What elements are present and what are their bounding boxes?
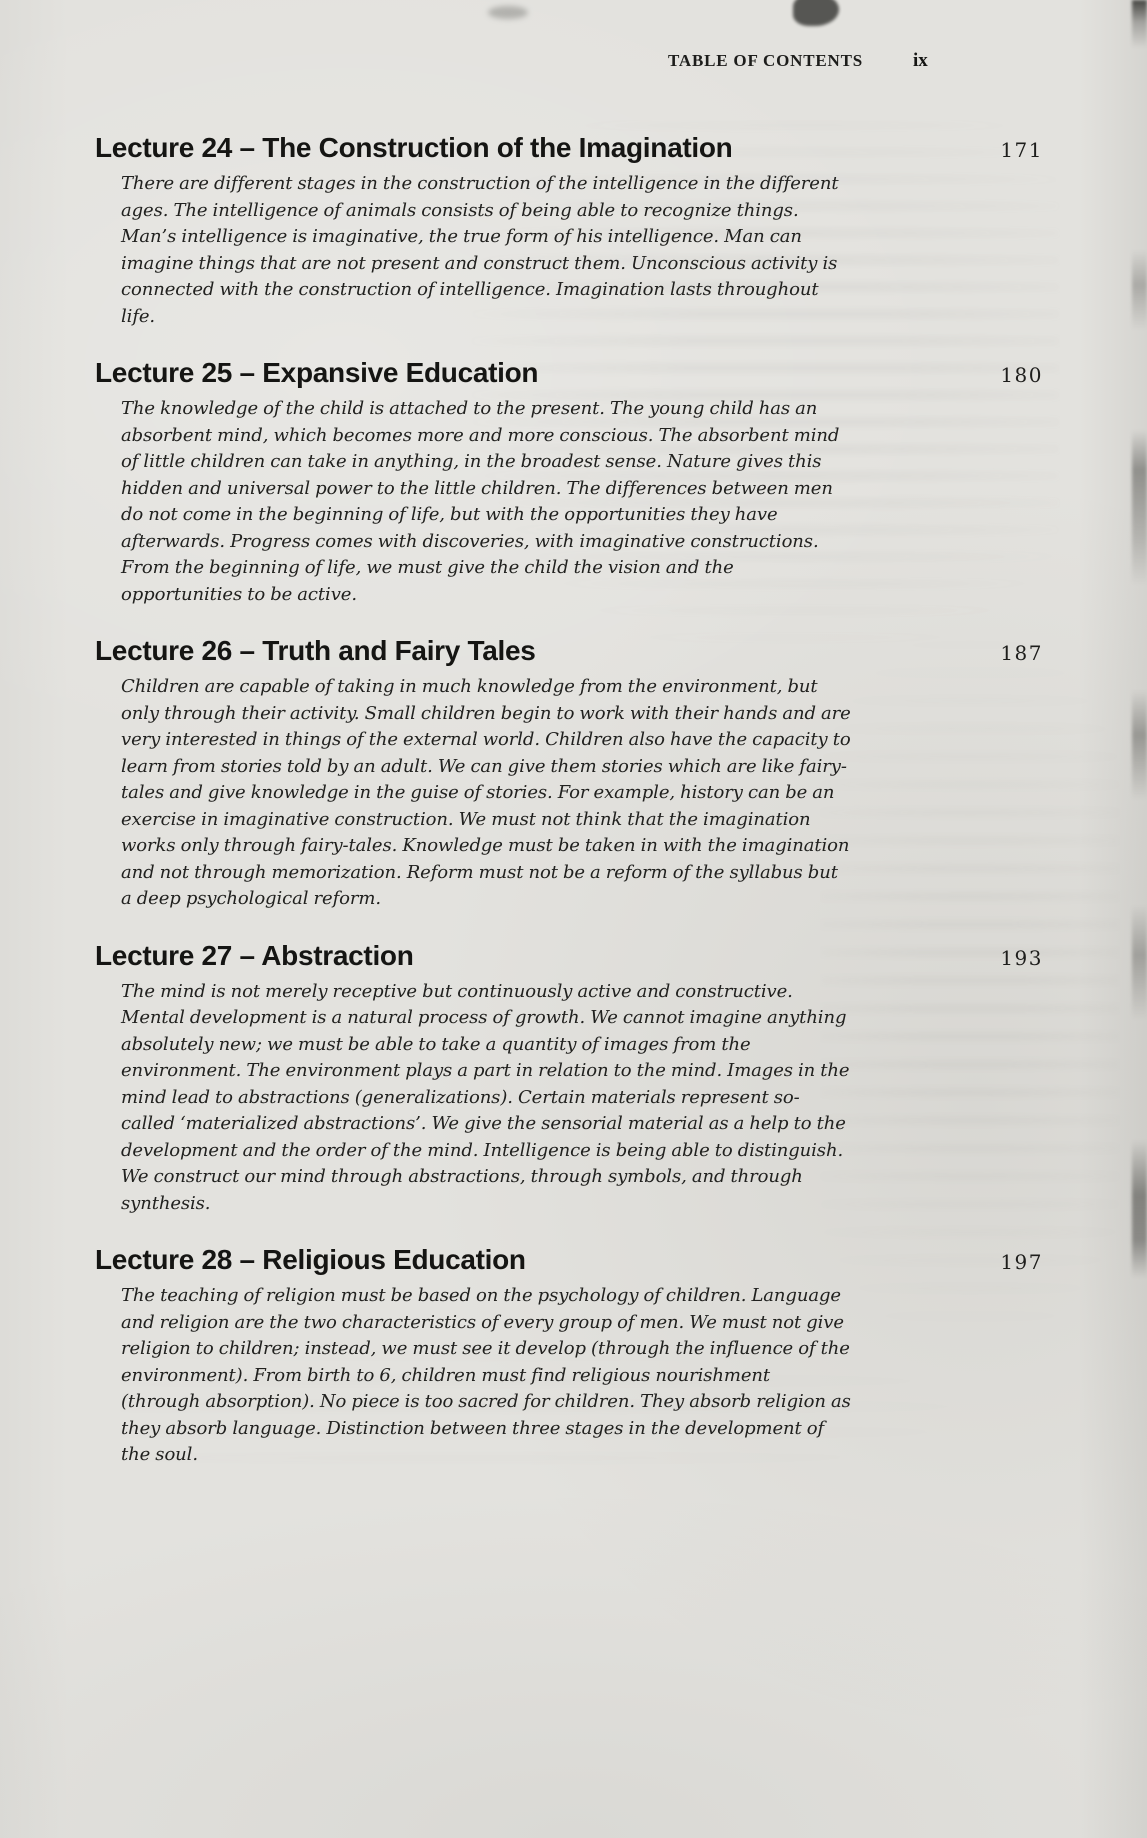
lecture-heading: Lecture 24 – The Construction of the Imagination xyxy=(95,132,733,163)
lecture-page-number: 193 xyxy=(1000,945,1043,970)
scan-edge-shadow xyxy=(1132,0,1147,1838)
lecture-heading: Lecture 27 – Abstraction xyxy=(95,939,414,971)
toc-entry-header xyxy=(95,1244,1043,1276)
toc-entry xyxy=(95,940,1043,1218)
lecture-page-number: 187 xyxy=(1000,641,1043,665)
lecture-page-number: 171 xyxy=(1000,138,1043,162)
lecture-summary: The mind is not merely receptive but continuously active and constructive. Mental development is a natural process of growth. We cannot imagine anything absolutely new; we must be able to take a quantity of images from the environment. The environment plays a part in relation to the mind. Images in the mind lead to abstractions (generalizations). Certain materials represent so-called ‘materialized abstractions’. We give the sensorial material as a help to the development and the order of the mind. Intelligence is being able to distinguish. We construct our mind through abstractions, through symbols, and through synthesis. xyxy=(121,980,850,1214)
toc-entry xyxy=(95,1244,1043,1469)
lecture-summary: The knowledge of the child is attached to the present. The young child has an absorbent mind, which becomes more and more conscious. The absorbent mind of little children can take in anything, in the broadest sense. Nature gives this hidden and universal power to the little children. The differences between men do not come in the beginning of life, but with the opportunities they have afterwards. Progress comes with discoveries, with imaginative constructions. From the beginning of life, we must give the child the vision and the opportunities to be active. xyxy=(121,398,840,605)
toc-entry-header xyxy=(95,132,1043,164)
lecture-summary: There are different stages in the construction of the intelligence in the different ages. The intelligence of animals consists of being able to recognize things. Man’s intelligence is imaginative, the true form of his intelligence. Man can imagine things that are not present and construct them. Unconscious activity is connected with the construction of intelligence. Imagination lasts throughout life. xyxy=(121,173,839,327)
toc-entry xyxy=(95,635,1043,913)
lecture-page-number: 180 xyxy=(1000,363,1043,387)
lecture-summary: The teaching of religion must be based on the psychology of children. Language and religion are the two characteristics of every group of men. We must not give religion to children; instead, we must see it develop (through the influence of the environment). From birth to 6, children must find religious nourishment (through absorption). No piece is too sacred for children. They absorb religion as they absorb language. Distinction between three stages in the development of the soul. xyxy=(121,1285,851,1465)
toc-entry xyxy=(95,357,1043,608)
toc-entry-header xyxy=(95,357,1043,389)
running-header-title: TABLE OF CONTENTS xyxy=(668,51,863,70)
toc-entry-header xyxy=(95,635,1043,667)
toc-entry-header xyxy=(95,940,1043,972)
lecture-heading: Lecture 25 – Expansive Education xyxy=(95,357,539,388)
lecture-heading: Lecture 28 – Religious Education xyxy=(95,1244,526,1275)
toc-entry xyxy=(95,132,1043,330)
folio-page-number: ix xyxy=(912,50,928,71)
scan-smudge xyxy=(488,6,528,19)
table-of-contents xyxy=(95,132,1043,1496)
scan-ink-blot xyxy=(793,0,839,26)
lecture-heading: Lecture 26 – Truth and Fairy Tales xyxy=(95,635,536,666)
lecture-summary: Children are capable of taking in much knowledge from the environment, but only through their activity. Small children begin to work with their hands and are very interested in things of the external world. Children also have the capacity to learn from stories told by an adult. We can give them stories which are like fairy-tales and give knowledge in the guise of stories. For example, history can be an exercise in imaginative construction. We must not think that the imagination works only through fairy-tales. Knowledge must be taken in with the imagination and not through memorization. Reform must not be a reform of the syllabus but a deep psychological reform. xyxy=(121,676,851,909)
lecture-page-number: 197 xyxy=(1000,1250,1043,1274)
page-header xyxy=(668,50,928,72)
